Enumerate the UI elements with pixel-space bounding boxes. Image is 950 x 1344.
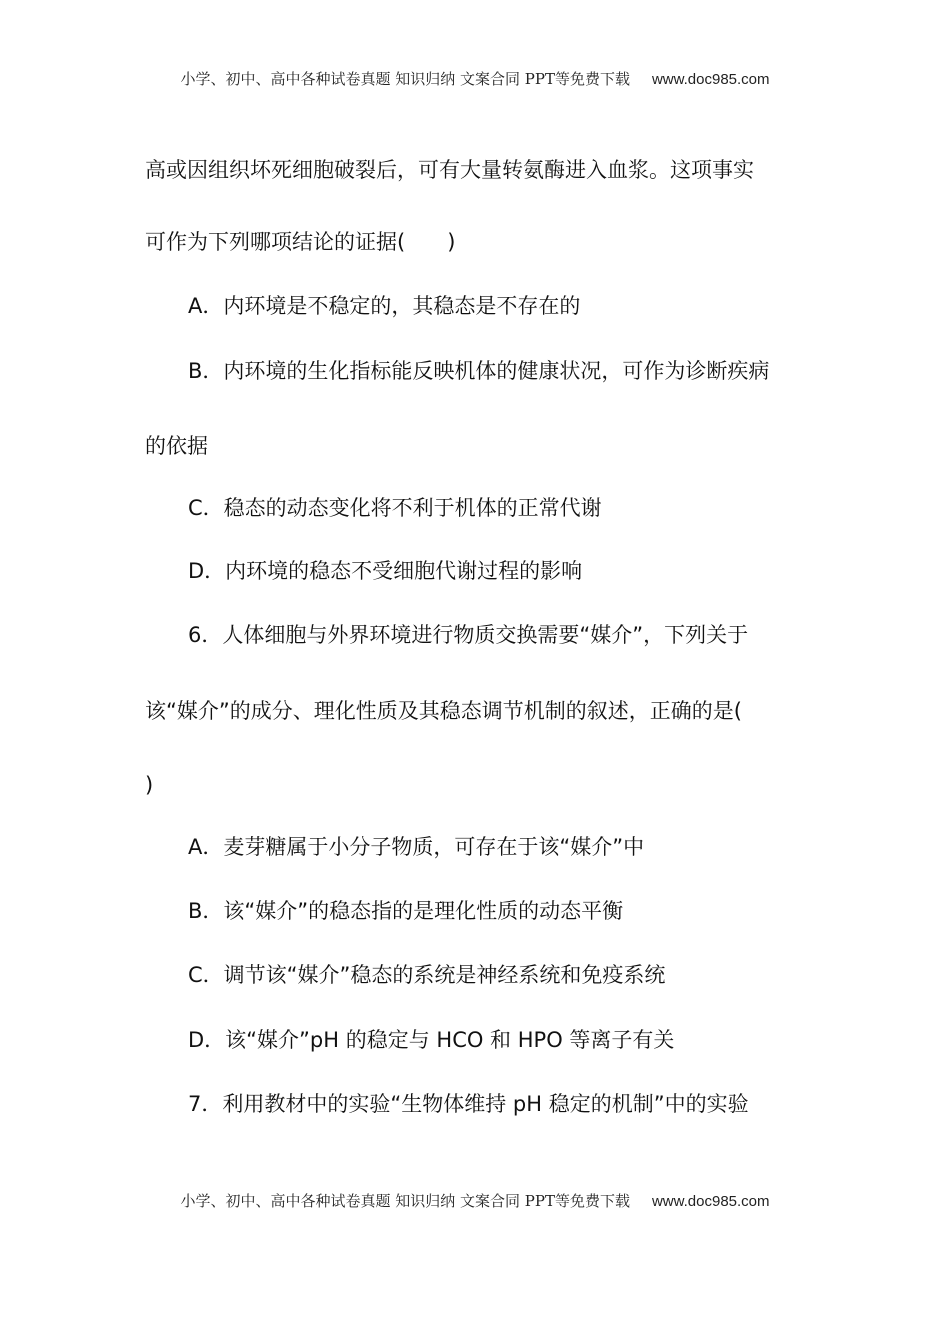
footer-text: 小学、初中、高中各种试卷真题 知识归纳 文案合同 PPT等免费下载 xyxy=(180,1192,630,1210)
q5-option-c: C．稳态的动态变化将不利于机体的正常代谢 xyxy=(188,496,602,520)
q6-option-a: A．麦芽糖属于小分子物质，可存在于该“媒介”中 xyxy=(188,835,645,859)
q7-stem-line-1: 7．利用教材中的实验“生物体维持 pH 稳定的机制”中的实验 xyxy=(188,1092,749,1116)
q6-option-b: B．该“媒介”的稳态指的是理化性质的动态平衡 xyxy=(188,899,624,923)
page-header xyxy=(0,68,950,89)
q6-option-c: C．调节该“媒介”稳态的系统是神经系统和免疫系统 xyxy=(188,963,666,987)
footer-url[interactable]: www.doc985.com xyxy=(651,1193,770,1210)
q6-stem-line-1: 6．人体细胞与外界环境进行物质交换需要“媒介”，下列关于 xyxy=(188,623,749,647)
q6-stem-line-3: ) xyxy=(145,773,154,797)
q6-option-d: D．该“媒介”pH 的稳定与 HCO 和 HPO 等离子有关 xyxy=(188,1028,675,1052)
q5-option-b-continued: 的依据 xyxy=(145,434,208,458)
paragraph-line-2: 可作为下列哪项结论的证据( ) xyxy=(145,230,456,254)
q6-stem-line-2: 该“媒介”的成分、理化性质及其稳态调节机制的叙述，正确的是( xyxy=(145,699,742,723)
page-footer xyxy=(0,1190,950,1211)
header-url[interactable]: www.doc985.com xyxy=(651,71,770,88)
q5-option-a: A．内环境是不稳定的，其稳态是不存在的 xyxy=(188,294,581,318)
q5-option-b: B．内环境的生化指标能反映机体的健康状况，可作为诊断疾病 xyxy=(188,359,770,383)
paragraph-line-1: 高或因组织坏死细胞破裂后，可有大量转氨酶进入血浆。这项事实 xyxy=(145,158,754,182)
q5-option-d: D．内环境的稳态不受细胞代谢过程的影响 xyxy=(188,559,583,583)
header-text: 小学、初中、高中各种试卷真题 知识归纳 文案合同 PPT等免费下载 xyxy=(180,70,630,88)
